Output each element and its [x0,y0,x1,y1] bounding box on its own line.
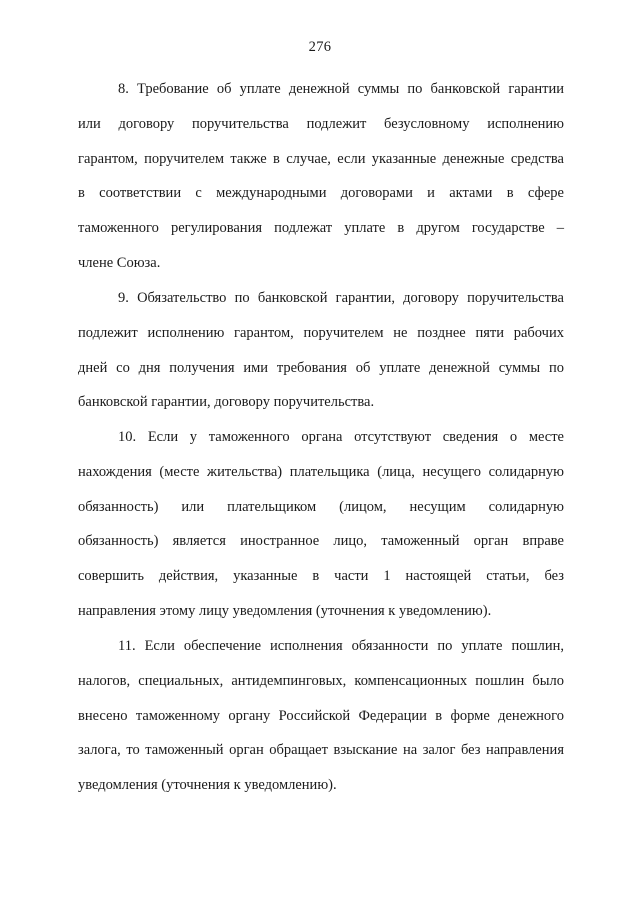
paragraph-line: внесено таможенному органу Российской Федерации в форме денежного [78,707,564,724]
paragraph-line: в соответствии с международными договорами и актами в сфере [78,185,564,202]
paragraph-line: таможенного регулирования подлежат уплате в другом государстве – [78,220,564,237]
page-number: 276 [308,39,332,55]
paragraph-line: 11. Если обеспечение исполнения обязанности по уплате пошлин, [118,638,564,654]
paragraph-line: нахождения (месте жительства) плательщика (лица, несущего солидарную [78,463,564,480]
paragraph-line: 9. Обязательство по банковской гарантии, договору поручительства [118,290,564,306]
paragraph-line: налогов, специальных, антидемпинговых, компенсационных пошлин было [78,672,564,689]
paragraph-line: гарантом, поручителем также в случае, если указанные денежные средства [78,150,564,167]
paragraph-line: или договору поручительства подлежит безусловному исполнению [78,115,564,132]
paragraph-line: банковской гарантии, договору поручительства. [78,394,375,411]
paragraph-line: 8. Требование об уплате денежной суммы по банковской гарантии [118,81,564,97]
paragraph-line: обязанность) или плательщиком (лицом, несущим солидарную [78,498,564,515]
paragraph-8 [78,72,564,281]
paragraph-line: залога, то таможенный орган обращает взыскание на залог без направления [78,742,564,759]
paragraph-line: уведомления (уточнения к уведомлению). [78,777,337,794]
paragraph-line: совершить действия, указанные в части 1 настоящей статьи, без [78,568,564,585]
paragraph-line: подлежит исполнению гарантом, поручителем не позднее пяти рабочих [78,324,564,341]
paragraph-line: направления этому лицу уведомления (уточнения к уведомлению). [78,602,492,619]
paragraph-9 [78,281,564,420]
paragraph-10 [78,420,564,629]
paragraph-line: 10. Если у таможенного органа отсутствуют сведения о месте [118,429,564,445]
paragraph-line: обязанность) является иностранное лицо, таможенный орган вправе [78,533,564,550]
paragraph-11 [78,629,564,803]
paragraph-line: члене Союза. [78,254,161,271]
paragraph-line: дней со дня получения ими требования об уплате денежной суммы по [78,359,564,376]
